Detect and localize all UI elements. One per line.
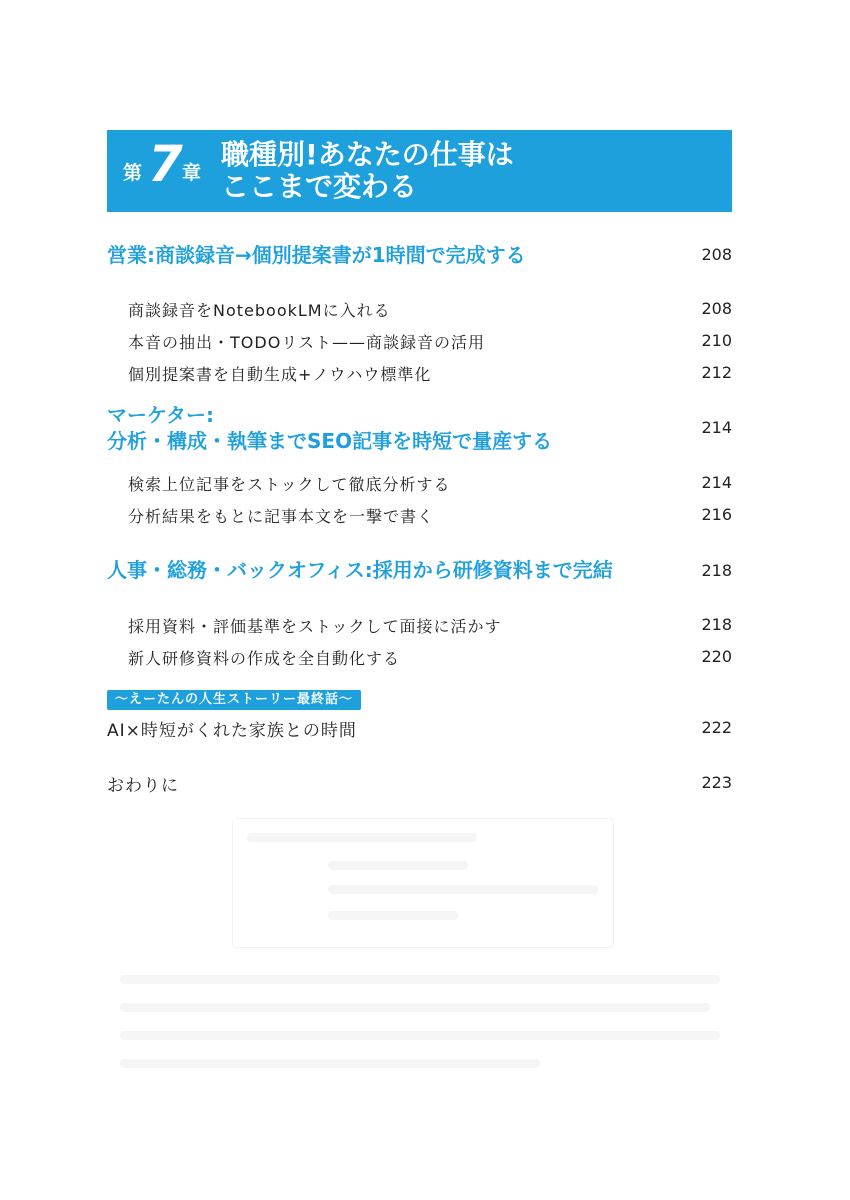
show-through-line <box>328 885 598 894</box>
toc-item[interactable]: 本音の抽出・TODOリスト——商談録音の活用 <box>128 333 485 352</box>
show-through-line <box>120 1003 710 1012</box>
story-title[interactable]: AI×時短がくれた家族との時間 <box>107 721 357 741</box>
story-page: 222 <box>701 718 732 737</box>
section-title-marketer-line1[interactable]: マーケター: <box>107 403 214 427</box>
show-through-line <box>328 911 458 920</box>
toc-item[interactable]: 個別提案書を自動生成+ノウハウ標準化 <box>128 365 432 384</box>
toc-item-page: 210 <box>701 331 732 350</box>
section-page-marketer: 214 <box>701 418 732 437</box>
show-through-line <box>120 1059 540 1068</box>
chapter-number: 7 <box>148 135 183 193</box>
chapter-prefix: 第 <box>123 162 143 184</box>
toc-item[interactable]: 採用資料・評価基準をストックして面接に活かす <box>128 617 502 636</box>
section-title-hr[interactable]: 人事・総務・バックオフィス:採用から研修資料まで完結 <box>107 558 613 582</box>
chapter-suffix: 章 <box>182 162 202 184</box>
show-through-box <box>232 818 614 948</box>
section-page-hr: 218 <box>701 561 732 580</box>
show-through-line <box>120 1031 720 1040</box>
toc-item[interactable]: 新人研修資料の作成を全自動化する <box>128 649 401 668</box>
chapter-title-line1: 職種別!あなたの仕事は <box>221 138 514 171</box>
toc-item[interactable]: 検索上位記事をストックして徹底分析する <box>128 475 451 494</box>
toc-item-page: 218 <box>701 615 732 634</box>
section-page-sales: 208 <box>701 245 732 264</box>
show-through-line <box>120 975 720 984</box>
story-tag: 〜えーたんの人生ストーリー最終話〜 <box>107 690 361 710</box>
chapter-title-line2: ここまで変わる <box>221 170 418 203</box>
toc-item[interactable]: 分析結果をもとに記事本文を一撃で書く <box>128 507 435 526</box>
toc-item-page: 216 <box>701 505 732 524</box>
section-title-sales[interactable]: 営業:商談録音→個別提案書が1時間で完成する <box>107 243 526 267</box>
closing-title[interactable]: おわりに <box>107 776 179 796</box>
section-title-marketer-line2[interactable]: 分析・構成・執筆までSEO記事を時短で量産する <box>107 429 553 453</box>
toc-item[interactable]: 商談録音をNotebookLMに入れる <box>128 301 391 320</box>
chapter-banner <box>107 130 732 212</box>
toc-item-page: 220 <box>701 647 732 666</box>
toc-item-page: 212 <box>701 363 732 382</box>
show-through-line <box>328 861 468 870</box>
toc-item-page: 208 <box>701 299 732 318</box>
show-through-line <box>247 833 477 842</box>
toc-item-page: 214 <box>701 473 732 492</box>
closing-page: 223 <box>701 773 732 792</box>
